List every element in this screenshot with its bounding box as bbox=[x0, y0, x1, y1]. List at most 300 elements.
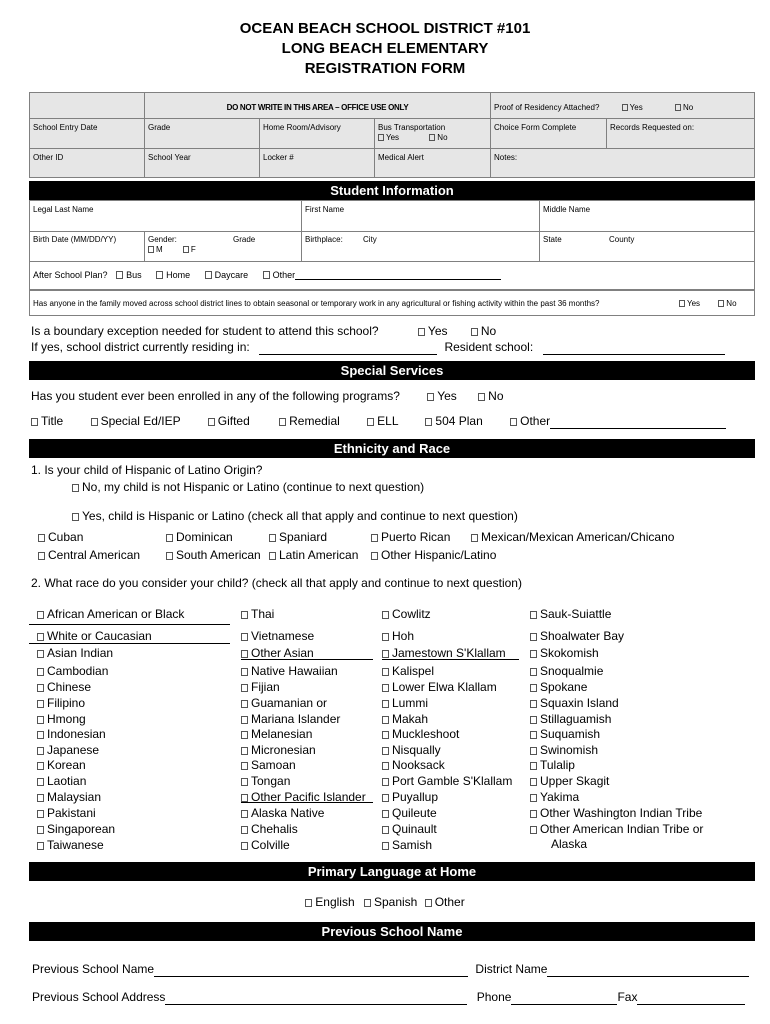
race-option-label: Guamanian or bbox=[251, 696, 328, 710]
migrant-yes-label: Yes bbox=[687, 299, 701, 308]
race-option[interactable] bbox=[37, 629, 152, 644]
spaniard-option[interactable] bbox=[269, 530, 327, 545]
district-title: OCEAN BEACH SCHOOL DISTRICT #101 bbox=[239, 20, 531, 37]
race-option-label: Native Hawaiian bbox=[251, 664, 338, 678]
race-option-label: Indonesian bbox=[47, 727, 106, 741]
race-option[interactable] bbox=[530, 646, 599, 661]
race-option-label: Hmong bbox=[47, 712, 86, 726]
school-year-field[interactable]: School Year bbox=[148, 153, 191, 162]
race-option[interactable] bbox=[37, 806, 96, 821]
after-school-daycare-label: Daycare bbox=[214, 270, 249, 280]
birthplace-label: Birthplace: bbox=[305, 235, 343, 244]
race-checkbox[interactable] bbox=[241, 731, 248, 739]
spaniard-checkbox[interactable] bbox=[269, 534, 276, 542]
race-checkbox[interactable] bbox=[382, 731, 389, 739]
race-option[interactable] bbox=[382, 680, 497, 695]
cuban-label: Cuban bbox=[48, 530, 84, 544]
race-option-label: Chinese bbox=[47, 680, 92, 694]
race-option[interactable] bbox=[37, 774, 86, 789]
race-option-label: Jamestown S'Klallam bbox=[392, 646, 506, 660]
race-option[interactable] bbox=[37, 680, 91, 695]
cuban-option[interactable] bbox=[38, 530, 83, 545]
after-school-other-input[interactable] bbox=[295, 279, 501, 280]
phone-label: Phone bbox=[476, 990, 512, 1004]
race-option[interactable] bbox=[382, 774, 512, 789]
previous-school-address-label: Previous School Address bbox=[32, 990, 166, 1004]
race-divider-5 bbox=[241, 802, 373, 803]
language-other-checkbox[interactable] bbox=[425, 899, 432, 907]
race-option[interactable] bbox=[530, 727, 600, 742]
city-label: City bbox=[363, 235, 377, 244]
dominican-option[interactable] bbox=[166, 530, 233, 545]
race-option-label: Muckleshoot bbox=[392, 727, 460, 741]
race-option-label: Korean bbox=[47, 758, 86, 772]
race-checkbox[interactable] bbox=[37, 826, 44, 834]
previous-school-header: Previous School Name bbox=[29, 922, 755, 941]
office-grade-field[interactable]: Grade bbox=[148, 123, 171, 132]
race-option[interactable] bbox=[37, 790, 101, 805]
race-option[interactable] bbox=[382, 838, 432, 853]
fax-input[interactable] bbox=[637, 1004, 745, 1005]
race-option-label: White or Caucasian bbox=[47, 629, 152, 643]
proof-residency-label: Proof of Residency Attached? bbox=[494, 103, 600, 112]
race-option[interactable] bbox=[37, 727, 106, 742]
gifted-checkbox[interactable] bbox=[208, 418, 215, 426]
race-option[interactable] bbox=[37, 607, 184, 622]
race-option-label: Kalispel bbox=[392, 664, 435, 678]
race-checkbox[interactable] bbox=[37, 716, 44, 724]
bus-no-label: No bbox=[437, 133, 448, 142]
middle-name-field[interactable]: Middle Name bbox=[543, 205, 591, 214]
english-label: English bbox=[315, 895, 355, 909]
previous-school-name-label: Previous School Name bbox=[32, 962, 155, 976]
race-checkbox[interactable] bbox=[241, 794, 248, 802]
bus-transportation-field[interactable] bbox=[375, 121, 490, 145]
after-school-bus-label: Bus bbox=[126, 270, 142, 280]
race-checkbox[interactable] bbox=[241, 747, 248, 755]
title-label: Title bbox=[41, 414, 64, 428]
after-school-home-checkbox[interactable] bbox=[156, 271, 163, 279]
latin-american-option[interactable] bbox=[269, 548, 358, 563]
race-option[interactable] bbox=[241, 774, 290, 789]
migrant-yes-checkbox[interactable] bbox=[679, 300, 685, 307]
race-checkbox[interactable] bbox=[241, 684, 248, 692]
south-american-option[interactable] bbox=[166, 548, 261, 563]
race-option[interactable] bbox=[382, 629, 414, 644]
after-school-daycare-checkbox[interactable] bbox=[205, 271, 212, 279]
race-option[interactable] bbox=[382, 758, 445, 773]
program-other-label: Other bbox=[520, 414, 551, 428]
race-option-label: Fijian bbox=[251, 680, 280, 694]
race-option-label: Samish bbox=[392, 838, 433, 852]
proof-no-label: No bbox=[682, 103, 694, 112]
choice-form-field[interactable]: Choice Form Complete bbox=[494, 123, 577, 132]
other-hispanic-checkbox[interactable] bbox=[371, 552, 378, 560]
primary-language-header: Primary Language at Home bbox=[29, 862, 755, 881]
records-requested-field[interactable]: Records Requested on: bbox=[610, 123, 695, 132]
race-checkbox[interactable] bbox=[37, 842, 44, 850]
race-checkbox[interactable] bbox=[241, 842, 248, 850]
race-option[interactable] bbox=[241, 629, 314, 644]
student-information-header: Student Information bbox=[29, 181, 755, 200]
race-checkbox[interactable] bbox=[37, 731, 44, 739]
office-use-notice: DO NOT WRITE IN THIS AREA – OFFICE USE ONLY bbox=[226, 103, 409, 112]
special-services-question-row bbox=[31, 389, 504, 404]
race-option-label: Taiwanese bbox=[47, 838, 104, 852]
migrant-no-checkbox[interactable] bbox=[718, 300, 724, 307]
race-checkbox[interactable] bbox=[37, 684, 44, 692]
race-checkbox[interactable] bbox=[530, 700, 537, 708]
race-option[interactable] bbox=[37, 664, 108, 679]
cuban-checkbox[interactable] bbox=[38, 534, 45, 542]
race-option[interactable] bbox=[530, 822, 703, 837]
race-checkbox[interactable] bbox=[37, 611, 44, 619]
migrant-options bbox=[676, 297, 740, 311]
program-other-input[interactable] bbox=[550, 428, 726, 429]
race-option-label: Lower Elwa Klallam bbox=[392, 680, 497, 694]
race-option-label: Colville bbox=[251, 838, 290, 852]
race-checkbox[interactable] bbox=[37, 700, 44, 708]
race-option-label: Shoalwater Bay bbox=[540, 629, 625, 643]
race-option[interactable] bbox=[241, 838, 290, 853]
race-option-label: Singaporean bbox=[47, 822, 116, 836]
language-options bbox=[0, 895, 770, 910]
race-checkbox[interactable] bbox=[37, 650, 44, 658]
remedial-checkbox[interactable] bbox=[279, 418, 286, 426]
race-option[interactable] bbox=[37, 743, 99, 758]
dominican-checkbox[interactable] bbox=[166, 534, 173, 542]
hispanic-no-row bbox=[72, 480, 424, 495]
race-option[interactable] bbox=[382, 664, 434, 679]
race-option-label: Port Gamble S'Klallam bbox=[392, 774, 513, 788]
latin-american-label: Latin American bbox=[279, 548, 359, 562]
after-school-bus-checkbox[interactable] bbox=[116, 271, 123, 279]
special-no-label: No bbox=[488, 389, 504, 403]
race-option-label: Skokomish bbox=[540, 646, 599, 660]
race-option[interactable] bbox=[37, 758, 86, 773]
race-option-label: Tulalip bbox=[540, 758, 575, 772]
race-option[interactable] bbox=[382, 727, 459, 742]
resident-school-label: Resident school: bbox=[444, 340, 534, 354]
english-checkbox[interactable] bbox=[305, 899, 312, 907]
office-use-table bbox=[29, 92, 755, 178]
boundary-question-label: Is a boundary exception needed for student to attend this school? bbox=[31, 324, 379, 338]
plan504-checkbox[interactable] bbox=[425, 418, 432, 426]
proof-yes-checkbox[interactable] bbox=[622, 104, 628, 111]
race-checkbox[interactable] bbox=[382, 778, 389, 786]
latin-american-checkbox[interactable] bbox=[269, 552, 276, 560]
race-option-label: Chehalis bbox=[251, 822, 298, 836]
race-checkbox[interactable] bbox=[382, 650, 389, 658]
race-checkbox[interactable] bbox=[530, 826, 537, 834]
race-option[interactable] bbox=[241, 664, 338, 679]
county-field[interactable]: County bbox=[609, 235, 635, 244]
plan504-label: 504 Plan bbox=[435, 414, 483, 428]
bus-yes-checkbox[interactable] bbox=[378, 134, 384, 141]
fax-label: Fax bbox=[617, 990, 638, 1004]
other-id-field[interactable]: Other ID bbox=[33, 153, 64, 162]
race-option-label: Hoh bbox=[392, 629, 415, 643]
bus-yes-label: Yes bbox=[386, 133, 400, 142]
race-checkbox[interactable] bbox=[37, 794, 44, 802]
race-checkbox[interactable] bbox=[37, 778, 44, 786]
race-option[interactable] bbox=[530, 607, 611, 622]
bus-transportation-label: Bus Transportation bbox=[378, 123, 446, 132]
race-option[interactable] bbox=[241, 806, 324, 821]
race-option[interactable] bbox=[241, 712, 340, 727]
gender-field[interactable] bbox=[145, 233, 199, 257]
race-checkbox[interactable] bbox=[37, 633, 44, 641]
race-option[interactable] bbox=[37, 822, 115, 837]
race-option-label: Samoan bbox=[251, 758, 296, 772]
race-option-label: Upper Skagit bbox=[540, 774, 610, 788]
special-yes-label: Yes bbox=[437, 389, 457, 403]
race-option[interactable] bbox=[382, 712, 428, 727]
race-checkbox[interactable] bbox=[382, 747, 389, 755]
central-american-label: Central American bbox=[48, 548, 141, 562]
ell-label: ELL bbox=[377, 414, 399, 428]
student-grade-field[interactable]: Grade bbox=[233, 235, 256, 244]
hispanic-question: 1. Is your child of Hispanic of Latino Origin? bbox=[31, 463, 263, 477]
special-no-checkbox[interactable] bbox=[478, 393, 485, 401]
race-checkbox[interactable] bbox=[382, 762, 389, 770]
race-checkbox[interactable] bbox=[382, 684, 389, 692]
race-checkbox[interactable] bbox=[530, 810, 537, 818]
resident-school-input[interactable] bbox=[543, 354, 725, 355]
race-option-label: Other Asian bbox=[251, 646, 314, 660]
district-name-input[interactable] bbox=[547, 976, 749, 977]
race-option-label: Spokane bbox=[540, 680, 588, 694]
race-option[interactable] bbox=[241, 758, 296, 773]
race-checkbox[interactable] bbox=[382, 668, 389, 676]
previous-school-address-row bbox=[32, 990, 745, 1005]
race-option-label: Suquamish bbox=[540, 727, 601, 741]
race-checkbox[interactable] bbox=[37, 810, 44, 818]
gifted-label: Gifted bbox=[217, 414, 250, 428]
race-checkbox[interactable] bbox=[241, 716, 248, 724]
after-school-plan-row bbox=[30, 268, 504, 282]
race-option-label: Swinomish bbox=[540, 743, 599, 757]
race-option[interactable] bbox=[530, 680, 587, 695]
residing-district-input[interactable] bbox=[259, 354, 437, 355]
race-option-label: Cowlitz bbox=[392, 607, 431, 621]
hispanic-yes-checkbox[interactable] bbox=[72, 513, 79, 521]
migrant-no-label: No bbox=[726, 299, 737, 308]
race-divider-3 bbox=[241, 659, 373, 660]
race-checkbox[interactable] bbox=[241, 778, 248, 786]
gender-m-checkbox[interactable] bbox=[148, 246, 154, 253]
notes-field[interactable]: Notes: bbox=[494, 153, 518, 162]
special-yes-checkbox[interactable] bbox=[427, 393, 434, 401]
first-name-field[interactable]: First Name bbox=[305, 205, 345, 214]
race-checkbox[interactable] bbox=[530, 762, 537, 770]
race-option[interactable] bbox=[37, 712, 86, 727]
puerto-rican-option[interactable] bbox=[371, 530, 450, 545]
locker-field[interactable]: Locker # bbox=[263, 153, 294, 162]
mexican-checkbox[interactable] bbox=[471, 534, 478, 542]
race-option[interactable] bbox=[382, 696, 428, 711]
race-divider-4 bbox=[382, 659, 519, 660]
other-hispanic-label: Other Hispanic/Latino bbox=[381, 548, 497, 562]
race-option[interactable] bbox=[530, 743, 598, 758]
race-option[interactable] bbox=[37, 646, 113, 661]
race-option-label: Quinault bbox=[392, 822, 437, 836]
race-option-label: Quileute bbox=[392, 806, 437, 820]
race-checkbox[interactable] bbox=[530, 611, 537, 619]
special-services-question: Has you student ever been enrolled in any of the following programs? bbox=[31, 389, 400, 403]
program-other-checkbox[interactable] bbox=[510, 418, 517, 426]
boundary-question-row bbox=[31, 324, 496, 339]
race-checkbox[interactable] bbox=[241, 810, 248, 818]
race-option[interactable] bbox=[382, 822, 437, 837]
medical-alert-field[interactable]: Medical Alert bbox=[378, 153, 424, 162]
race-checkbox[interactable] bbox=[382, 794, 389, 802]
after-school-other-checkbox[interactable] bbox=[263, 271, 270, 279]
race-option[interactable] bbox=[530, 774, 609, 789]
race-option[interactable] bbox=[382, 743, 441, 758]
race-option[interactable] bbox=[37, 696, 85, 711]
title-checkbox[interactable] bbox=[31, 418, 38, 426]
race-option-label: Thai bbox=[251, 607, 275, 621]
residing-district-row bbox=[31, 340, 725, 355]
migrant-question-label: Has anyone in the family moved across school district lines to obtain seasonal or temporary work in any agricultural or fishing activity within the past 36 months? bbox=[33, 299, 600, 308]
race-option[interactable] bbox=[241, 607, 274, 622]
previous-school-address-input[interactable] bbox=[165, 1004, 467, 1005]
race-option-label: Puyallup bbox=[392, 790, 439, 804]
race-checkbox[interactable] bbox=[37, 762, 44, 770]
proof-no-checkbox[interactable] bbox=[675, 104, 681, 111]
gender-label: Gender: bbox=[148, 235, 177, 244]
boundary-yes-checkbox[interactable] bbox=[418, 328, 425, 336]
mexican-option[interactable] bbox=[471, 530, 674, 545]
other-hispanic-option[interactable] bbox=[371, 548, 496, 563]
race-checkbox[interactable] bbox=[241, 668, 248, 676]
race-option-label: Stillaguamish bbox=[540, 712, 612, 726]
race-checkbox[interactable] bbox=[37, 668, 44, 676]
race-option-label: Snoqualmie bbox=[540, 664, 604, 678]
legal-last-name-field[interactable]: Legal Last Name bbox=[33, 205, 94, 214]
race-option[interactable] bbox=[241, 822, 298, 837]
spanish-label: Spanish bbox=[373, 895, 418, 909]
birthplace-field[interactable] bbox=[302, 233, 380, 247]
race-checkbox[interactable] bbox=[241, 826, 248, 834]
special-ed-label: Special Ed/IEP bbox=[100, 414, 181, 428]
race-option[interactable] bbox=[382, 806, 437, 821]
race-checkbox[interactable] bbox=[382, 633, 389, 641]
race-checkbox[interactable] bbox=[382, 826, 389, 834]
special-ed-checkbox[interactable] bbox=[91, 418, 98, 426]
race-checkbox[interactable] bbox=[241, 700, 248, 708]
race-option[interactable] bbox=[530, 758, 575, 773]
gender-f-checkbox[interactable] bbox=[183, 246, 189, 253]
race-checkbox[interactable] bbox=[382, 716, 389, 724]
migrant-question-row bbox=[29, 290, 755, 316]
race-checkbox[interactable] bbox=[530, 684, 537, 692]
race-option[interactable] bbox=[241, 743, 316, 758]
race-checkbox[interactable] bbox=[530, 633, 537, 641]
race-option-label: Alaska Native bbox=[251, 806, 325, 820]
race-option[interactable] bbox=[530, 712, 611, 727]
race-checkbox[interactable] bbox=[530, 716, 537, 724]
race-option-label: Yakima bbox=[540, 790, 580, 804]
central-american-checkbox[interactable] bbox=[38, 552, 45, 560]
race-checkbox[interactable] bbox=[530, 794, 537, 802]
race-checkbox[interactable] bbox=[530, 747, 537, 755]
race-option[interactable] bbox=[241, 727, 312, 742]
race-option-label: Lummi bbox=[392, 696, 429, 710]
home-room-field[interactable]: Home Room/Advisory bbox=[263, 123, 341, 132]
race-option-label: Mariana Islander bbox=[251, 712, 341, 726]
race-question: 2. What race do you consider your child? (check all that apply and continue to next question) bbox=[31, 576, 522, 590]
hispanic-yes-label: Yes, child is Hispanic or Latino (check all that apply and continue to next question) bbox=[82, 509, 518, 523]
race-divider-1 bbox=[29, 624, 230, 625]
race-option[interactable] bbox=[530, 696, 619, 711]
state-field[interactable]: State bbox=[543, 235, 562, 244]
birth-date-field[interactable]: Birth Date (MM/DD/YY) bbox=[33, 235, 117, 244]
proof-residency-field[interactable] bbox=[491, 101, 756, 115]
race-checkbox[interactable] bbox=[241, 611, 248, 619]
race-checkbox[interactable] bbox=[37, 747, 44, 755]
race-checkbox[interactable] bbox=[382, 810, 389, 818]
race-option[interactable] bbox=[382, 607, 431, 622]
puerto-rican-checkbox[interactable] bbox=[371, 534, 378, 542]
race-checkbox[interactable] bbox=[241, 650, 248, 658]
race-checkbox[interactable] bbox=[382, 611, 389, 619]
after-school-label: After School Plan? bbox=[33, 270, 108, 280]
race-option-label: Squaxin Island bbox=[540, 696, 619, 710]
race-checkbox[interactable] bbox=[382, 700, 389, 708]
race-checkbox[interactable] bbox=[530, 668, 537, 676]
after-school-other-label: Other bbox=[272, 270, 296, 280]
school-title: LONG BEACH ELEMENTARY bbox=[281, 40, 489, 57]
race-option[interactable] bbox=[382, 790, 438, 805]
previous-school-name-row bbox=[32, 962, 749, 977]
race-option-label: Vietnamese bbox=[251, 629, 315, 643]
programs-row bbox=[31, 414, 726, 429]
race-checkbox[interactable] bbox=[530, 778, 537, 786]
south-american-label: South American bbox=[176, 548, 261, 562]
race-checkbox[interactable] bbox=[530, 731, 537, 739]
spanish-checkbox[interactable] bbox=[364, 899, 371, 907]
race-option[interactable] bbox=[530, 629, 624, 644]
puerto-rican-label: Puerto Rican bbox=[381, 530, 451, 544]
race-option[interactable] bbox=[241, 680, 280, 695]
race-option[interactable] bbox=[37, 838, 104, 853]
race-option[interactable] bbox=[530, 806, 702, 821]
bus-no-checkbox[interactable] bbox=[429, 134, 435, 141]
race-checkbox[interactable] bbox=[382, 842, 389, 850]
race-checkbox[interactable] bbox=[530, 650, 537, 658]
gender-f-label: F bbox=[190, 245, 196, 254]
previous-school-name-input[interactable] bbox=[154, 976, 468, 977]
race-option[interactable] bbox=[241, 696, 327, 711]
ell-checkbox[interactable] bbox=[367, 418, 374, 426]
race-option[interactable] bbox=[530, 790, 579, 805]
race-option-label: Pakistani bbox=[47, 806, 96, 820]
central-american-option[interactable] bbox=[38, 548, 140, 563]
boundary-no-checkbox[interactable] bbox=[471, 328, 478, 336]
race-option-label: Other Washington Indian Tribe bbox=[540, 806, 703, 820]
race-checkbox[interactable] bbox=[241, 762, 248, 770]
hispanic-no-checkbox[interactable] bbox=[72, 484, 79, 492]
race-checkbox[interactable] bbox=[241, 633, 248, 641]
race-option-label: Asian Indian bbox=[47, 646, 114, 660]
phone-input[interactable] bbox=[511, 1004, 617, 1005]
school-entry-date-field[interactable]: School Entry Date bbox=[33, 123, 98, 132]
race-option-label: Melanesian bbox=[251, 727, 313, 741]
race-option[interactable] bbox=[530, 664, 603, 679]
south-american-checkbox[interactable] bbox=[166, 552, 173, 560]
